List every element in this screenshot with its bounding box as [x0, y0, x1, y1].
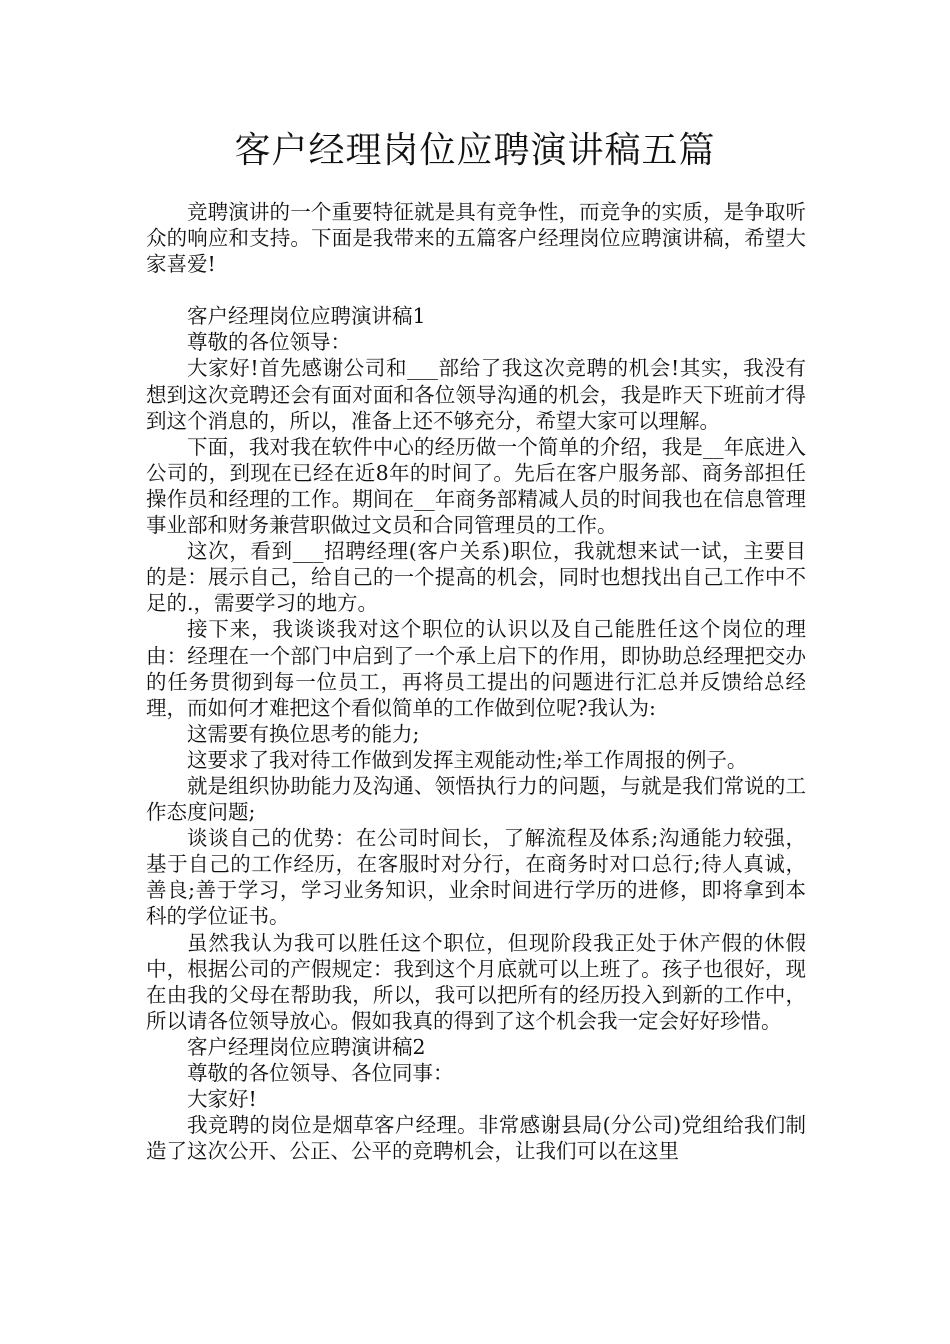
document-body: [146, 199, 806, 1164]
salutation: 尊敬的各位领导、各位同事：: [187, 1061, 454, 1085]
section-heading-2: 客户经理岗位应聘演讲稿2: [187, 1034, 426, 1059]
greeting: 大家好!: [187, 1087, 257, 1112]
body-paragraph: 谈谈自己的优势：在公司时间长，了解流程及体系;沟通能力较强，基于自己的工作经历，在客服时对分行，在商务时对口总行;待人真诚，善良;善于学习，学习业务知识，业余时间进行学历的进修，即将拿到本科的学位证书。: [146, 826, 806, 929]
intro-paragraph: 竞聘演讲的一个重要特征就是具有竞争性，而竞争的实质，是争取听众的响应和支持。下面是我带来的五篇客户经理岗位应聘演讲稿，希望大家喜爱!: [146, 200, 806, 277]
section-heading-1: 客户经理岗位应聘演讲稿1: [187, 304, 426, 329]
body-paragraph: 接下来，我谈谈我对这个职位的认识以及自己能胜任这个岗位的理由：经理在一个部门中启到了一个承上启下的作用，即协助总经理把交办的任务贯彻到每一位员工，再将员工提出的问题进行汇总并反馈给总经理，而如何才难把这个看似简单的工作做到位呢?我认为:: [146, 617, 806, 720]
salutation: 尊敬的各位领导：: [187, 330, 351, 355]
body-paragraph: 这需要有换位思考的能力;: [187, 721, 420, 746]
body-paragraph: 虽然我认为我可以胜任这个职位，但现阶段我正处于休产假的休假中，根据公司的产假规定：我到这个月底就可以上班了。孩子也很好，现在由我的父母在帮助我，所以，我可以把所有的经历投入到新的工作中，所以请各位领导放心。假如我真的得到了这个机会我一定会好好珍惜。: [146, 930, 806, 1033]
body-paragraph: 这要求了我对待工作做到发挥主观能动性;举工作周报的例子。: [187, 747, 748, 772]
body-paragraph: 我竞聘的岗位是烟草客户经理。非常感谢县局(分公司)党组给我们制造了这次公开、公正、公平的竞聘机会，让我们可以在这里: [146, 1113, 806, 1164]
body-paragraph: 下面，我对我在软件中心的经历做一个简单的介绍，我是__年底进入公司的，到现在已经在近8年的时间了。先后在客户服务部、商务部担任操作员和经理的工作。期间在__年商务部精减人员的时间我也在信息管理事业部和财务兼营职做过文员和合同管理员的工作。: [146, 434, 806, 538]
body-paragraph: 就是组织协助能力及沟通、领悟执行力的问题，与就是我们常说的工作态度问题;: [146, 773, 806, 825]
paragraph-spacer: [146, 277, 806, 303]
body-paragraph: 这次，看到___招聘经理(客户关系)职位，我就想来试一试，主要目的是：展示自己，给自己的一个提高的机会，同时也想找出自己工作中不足的.，需要学习的地方。: [146, 539, 806, 616]
document-title: 客户经理岗位应聘演讲稿五篇: [234, 130, 716, 171]
body-paragraph: 大家好!首先感谢公司和___部给了我这次竞聘的机会!其实，我没有想到这次竞聘还会有面对面和各位领导沟通的机会，我是昨天下班前才得到这个消息的，所以，准备上还不够充分，希望大家可以理解。: [146, 356, 806, 433]
